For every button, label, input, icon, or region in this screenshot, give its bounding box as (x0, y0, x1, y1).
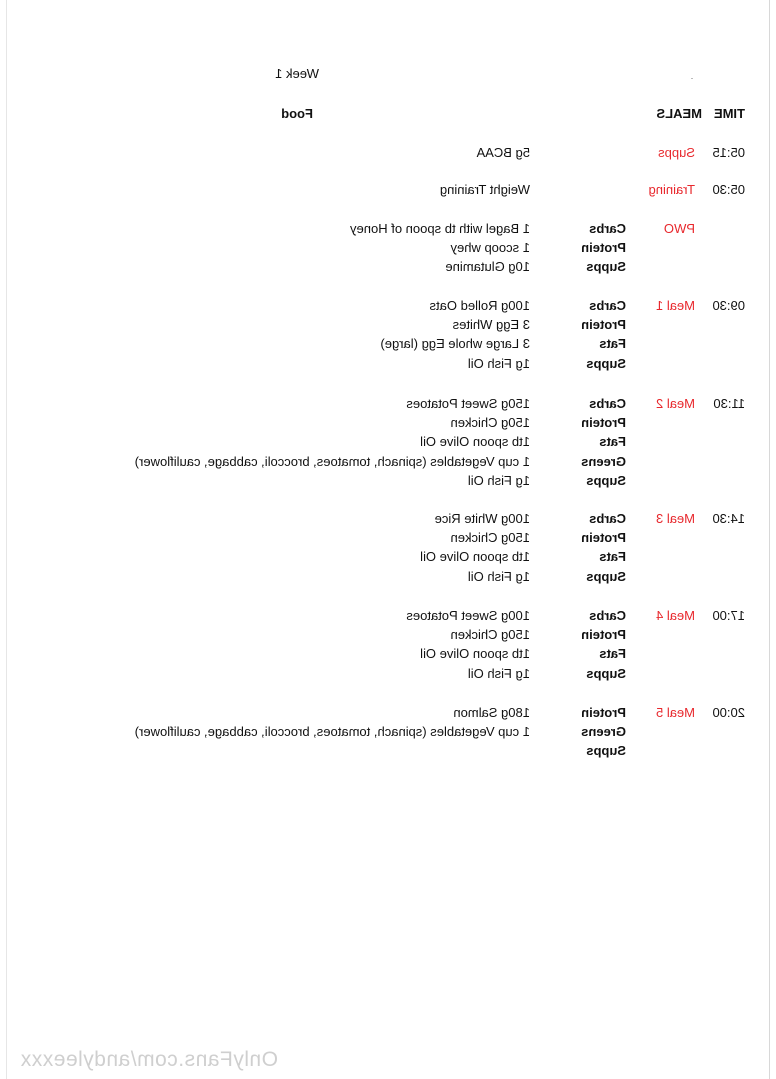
item-food: 10g Glutamine (445, 259, 530, 274)
item-food: 1g Fish Oil (467, 356, 530, 371)
item-food: 1 cup Vegetables (spinach, tomatoes, broccoli, cabbage, cauliflower) (134, 724, 530, 739)
page-edge-right (6, 0, 7, 1079)
item-category: Protein (581, 705, 626, 720)
item-food: 3 Egg Whites (452, 317, 530, 332)
item-food: 5g BCAA (476, 145, 530, 160)
item-category: Supps (586, 259, 626, 274)
item-food: Weight Training (439, 182, 530, 197)
row-meal: Training (648, 182, 695, 197)
item-food: 1g Fish Oil (467, 473, 530, 488)
item-food: 150g Chicken (450, 627, 530, 642)
row-meal: Supps (658, 145, 695, 160)
item-category: Greens (581, 724, 626, 739)
item-category: Carbs (589, 608, 626, 623)
row-time: 05:15 (712, 145, 745, 160)
item-category: Supps (586, 743, 626, 758)
item-category: Protein (581, 240, 626, 255)
item-food: 1 cup Vegetables (spinach, tomatoes, broccoli, cabbage, cauliflower) (134, 454, 530, 469)
item-category: Protein (581, 317, 626, 332)
row-meal: Meal 2 (655, 396, 695, 411)
row-time: 20:00 (712, 705, 745, 720)
header-time: TIME (713, 106, 745, 121)
item-food: 150g Chicken (450, 415, 530, 430)
row-meal: Meal 1 (655, 298, 695, 313)
row-time: 17:00 (712, 608, 745, 623)
item-food: 1g Fish Oil (467, 666, 530, 681)
item-category: Supps (586, 666, 626, 681)
item-category: Fats (599, 434, 626, 449)
item-food: 1 Bagel with tb spoon of Honey (350, 221, 530, 236)
row-time: 14:30 (712, 511, 745, 526)
row-meal: Meal 4 (655, 608, 695, 623)
row-time: 11:30 (713, 396, 745, 411)
row-meal: Meal 3 (655, 511, 695, 526)
row-meal: Meal 5 (655, 705, 695, 720)
item-food: 150g Chicken (450, 530, 530, 545)
item-food: 150g Sweet Potatoes (406, 396, 530, 411)
item-category: Carbs (589, 511, 626, 526)
item-category: Fats (599, 646, 626, 661)
item-food: 1 scoop whey (450, 240, 530, 255)
item-category: Protein (581, 530, 626, 545)
item-food: 3 Large whole Egg (large) (380, 336, 530, 351)
item-category: Supps (586, 356, 626, 371)
item-category: Greens (581, 454, 626, 469)
item-category: Supps (586, 569, 626, 584)
page-speck (691, 78, 693, 79)
page-edge-left (769, 0, 770, 1079)
item-food: 100g Rolled Oats (429, 298, 530, 313)
row-time: 05:30 (712, 182, 745, 197)
watermark-text: OnlyFans.com/andyleexxx (20, 1048, 278, 1071)
item-food: 180g Salmon (453, 705, 530, 720)
item-category: Carbs (589, 298, 626, 313)
item-category: Protein (581, 415, 626, 430)
header-food: Food (281, 106, 313, 121)
row-meal: PWO (663, 221, 695, 236)
item-category: Fats (599, 549, 626, 564)
item-category: Protein (581, 627, 626, 642)
item-food: 100g Sweet Potatoes (406, 608, 530, 623)
item-category: Carbs (589, 396, 626, 411)
item-food: 1tb spoon Olive Oil (420, 549, 530, 564)
item-food: 1tb spoon Olive Oil (420, 434, 530, 449)
item-category: Carbs (589, 221, 626, 236)
header-meals: MEALS (656, 106, 702, 121)
row-time: 09:30 (712, 298, 745, 313)
week-title: Week 1 (275, 66, 319, 81)
item-category: Supps (586, 473, 626, 488)
item-category: Fats (599, 336, 626, 351)
item-food: 1g Fish Oil (467, 569, 530, 584)
item-food: 1tb spoon Olive Oil (420, 646, 530, 661)
item-food: 100g White Rice (434, 511, 530, 526)
